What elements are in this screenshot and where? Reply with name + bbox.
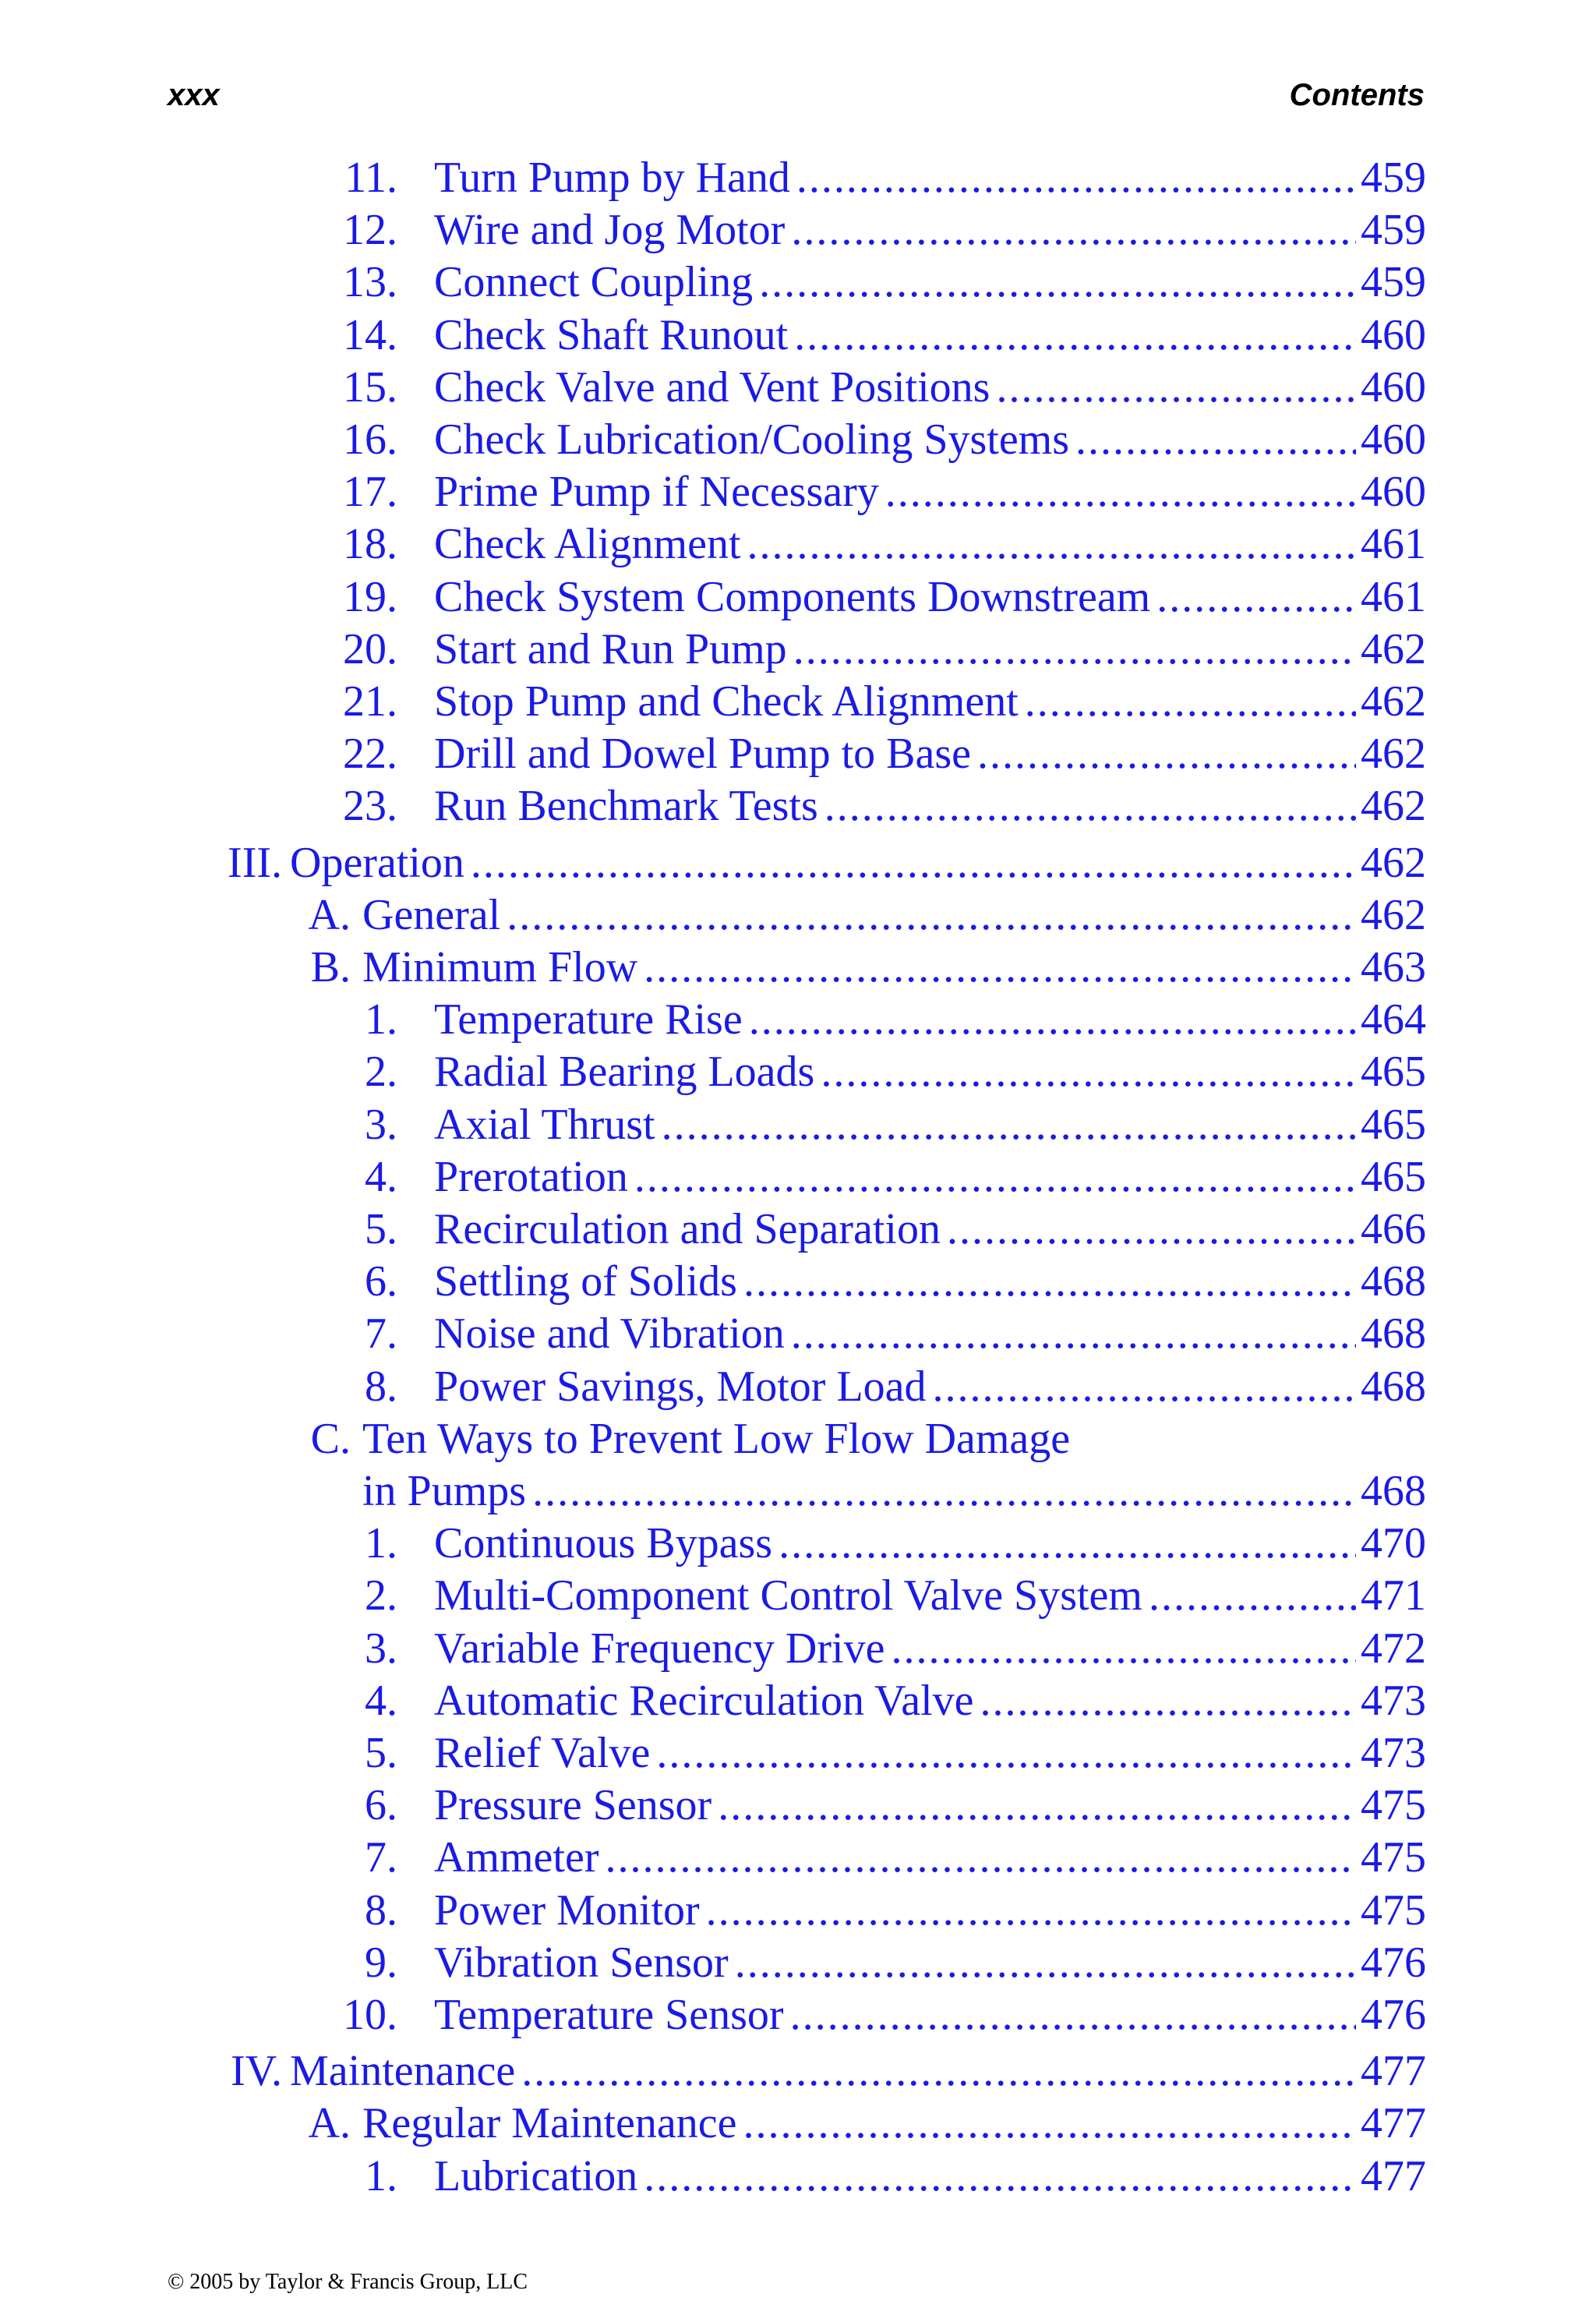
toc-entry-number: 21.: [343, 677, 397, 726]
toc-entry-number: 4.: [365, 1676, 397, 1725]
dot-leader: [735, 1937, 1356, 1988]
dot-leader: [793, 624, 1356, 675]
toc-entry[interactable]: [0, 1151, 1596, 1203]
dot-leader: [718, 1779, 1356, 1831]
dot-leader: [471, 837, 1356, 889]
toc-entry-page-number: 462: [1356, 837, 1426, 889]
toc-entry-page-number: 462: [1356, 889, 1426, 941]
toc-entry-number: 6.: [365, 1257, 397, 1306]
toc-entry-title: Automatic Recirculation Valve: [434, 1675, 980, 1726]
toc-entry[interactable]: [0, 1413, 1596, 1518]
toc-entry-page-number: 468: [1356, 1465, 1426, 1517]
toc-entry-page-number: 462: [1356, 780, 1426, 832]
toc-entry-number: 16.: [343, 415, 397, 464]
toc-entry-title: Vibration Sensor: [434, 1937, 735, 1988]
toc-entry-page-number: 466: [1356, 1203, 1426, 1255]
toc-entry-page-number: 462: [1356, 624, 1426, 675]
toc-entry-title: Prerotation: [434, 1151, 634, 1203]
toc-entry[interactable]: [0, 1937, 1596, 1989]
dot-leader: [1149, 1570, 1356, 1621]
toc-entry-number: 15.: [343, 362, 397, 412]
toc-entry-page-number: 468: [1356, 1308, 1426, 1359]
toc-entry-title: Check Lubrication/Cooling Systems: [434, 414, 1075, 465]
toc-entry[interactable]: [0, 2151, 1596, 2203]
toc-entry[interactable]: [0, 994, 1596, 1046]
toc-entry[interactable]: [0, 362, 1596, 414]
toc-entry-number: 7.: [365, 1309, 397, 1359]
toc-entry[interactable]: [0, 889, 1596, 942]
toc-entry-page-number: 460: [1356, 466, 1426, 518]
dot-leader: [743, 2098, 1356, 2149]
toc-entry[interactable]: [0, 837, 1596, 889]
toc-entry[interactable]: [0, 1308, 1596, 1360]
toc-entry-page-number: 465: [1356, 1099, 1426, 1150]
dot-leader: [980, 1675, 1356, 1726]
toc-entry-page-number: 476: [1356, 1989, 1426, 2041]
toc-entry-number: 6.: [365, 1781, 397, 1830]
toc-entry-number: 10.: [343, 1991, 397, 2039]
toc-entry-title: Power Monitor: [434, 1885, 706, 1936]
toc-entry-title: Maintenance: [290, 2045, 521, 2097]
dot-leader: [977, 728, 1356, 779]
toc-entry[interactable]: [0, 1518, 1596, 1570]
toc-entry-title: Axial Thrust: [434, 1099, 662, 1150]
toc-entry[interactable]: [0, 1885, 1596, 1937]
toc-entry[interactable]: [0, 204, 1596, 256]
toc-entry-number: 5.: [365, 1729, 397, 1777]
toc-entry-page-number: 465: [1356, 1046, 1426, 1097]
toc-entry-number: 14.: [343, 310, 397, 359]
toc-entry-number: 18.: [343, 520, 397, 569]
toc-entry[interactable]: [0, 518, 1596, 571]
toc-entry-title: General: [362, 889, 507, 941]
dot-leader: [796, 152, 1356, 203]
toc-entry-page-number: 460: [1356, 309, 1426, 361]
toc-entry-page-number: 468: [1356, 1256, 1426, 1307]
dot-leader: [891, 1623, 1356, 1674]
toc-entry[interactable]: [0, 676, 1596, 728]
toc-entry-page-number: 465: [1356, 1151, 1426, 1203]
toc-entry-title: Prime Pump if Necessary: [434, 466, 885, 518]
toc-entry-page-number: 473: [1356, 1675, 1426, 1726]
toc-entry-number: 1.: [365, 995, 397, 1044]
toc-entry[interactable]: [0, 1570, 1596, 1622]
toc-entry-page-number: 460: [1356, 414, 1426, 465]
toc-entry-title: Check System Components Downstream: [434, 571, 1156, 623]
dot-leader: [662, 1099, 1356, 1150]
toc-entry-title: Check Alignment: [434, 518, 747, 570]
dot-leader: [791, 204, 1356, 256]
toc-entry[interactable]: [0, 152, 1596, 204]
toc-entry-number: 13.: [343, 258, 397, 307]
dot-leader: [1075, 414, 1356, 465]
toc-entry-page-number: 477: [1356, 2098, 1426, 2149]
toc-entry[interactable]: [0, 571, 1596, 624]
toc-entry[interactable]: [0, 1203, 1596, 1256]
toc-entry-number: 2.: [365, 1571, 397, 1620]
toc-entry-title: Continuous Bypass: [434, 1518, 779, 1569]
toc-entry-title: Pressure Sensor: [434, 1779, 718, 1831]
dot-leader: [644, 942, 1356, 993]
dot-leader: [947, 1203, 1356, 1255]
toc-entry-title: Relief Valve: [434, 1727, 656, 1779]
toc-entry-title: Noise and Vibration: [434, 1308, 791, 1359]
dot-leader: [521, 2045, 1356, 2097]
toc-entry-title: Temperature Rise: [434, 994, 749, 1045]
toc-entry-page-number: 473: [1356, 1727, 1426, 1779]
dot-leader: [532, 1465, 1356, 1517]
toc-entry-title: Radial Bearing Loads: [434, 1046, 821, 1097]
toc-entry[interactable]: [0, 1623, 1596, 1675]
toc-entry-page-number: 462: [1356, 728, 1426, 779]
copyright-footer: © 2005 by Taylor & Francis Group, LLC: [168, 2270, 528, 2294]
dot-leader: [644, 2151, 1356, 2202]
toc-entry[interactable]: [0, 942, 1596, 994]
toc-entry-title: Start and Run Pump: [434, 624, 793, 675]
toc-entry-page-number: 461: [1356, 518, 1426, 570]
toc-entry[interactable]: [0, 1779, 1596, 1832]
toc-entry-title: Lubrication: [434, 2151, 644, 2202]
toc-entry-title: Variable Frequency Drive: [434, 1623, 891, 1674]
toc-entry-title: Connect Coupling: [434, 256, 759, 308]
dot-leader: [759, 256, 1356, 308]
dot-leader: [706, 1885, 1356, 1936]
toc-entry-title: Ammeter: [434, 1832, 605, 1883]
toc-entry-page-number: 462: [1356, 676, 1426, 727]
dot-leader: [790, 1989, 1356, 2041]
toc-entry-title: Turn Pump by Hand: [434, 152, 796, 203]
toc-entry-number: 20.: [343, 624, 397, 673]
dot-leader: [747, 518, 1356, 570]
toc-entry-title: Temperature Sensor: [434, 1989, 790, 2041]
toc-entry-number: C.: [310, 1414, 351, 1463]
toc-entry[interactable]: [0, 256, 1596, 309]
toc-entry-number: 8.: [365, 1886, 397, 1935]
toc-entry-title: Power Savings, Motor Load: [434, 1361, 933, 1412]
toc-entry[interactable]: [0, 780, 1596, 832]
toc-entry-number: 11.: [344, 154, 397, 202]
toc-entry-title: Drill and Dowel Pump to Base: [434, 728, 977, 779]
toc-entry-page-number: 459: [1356, 152, 1426, 203]
toc-entry[interactable]: [0, 1727, 1596, 1779]
toc-entry-title: Operation: [290, 837, 471, 889]
toc-entry[interactable]: [0, 1046, 1596, 1098]
toc-entry-number: 3.: [365, 1624, 397, 1673]
toc-entry-number: A.: [308, 2099, 351, 2148]
dot-leader: [933, 1361, 1356, 1412]
toc-entry[interactable]: [0, 1361, 1596, 1413]
toc-entry-title: Run Benchmark Tests: [434, 780, 824, 832]
toc-entry-page-number: 463: [1356, 942, 1426, 993]
toc-entry-number: III.: [228, 838, 282, 887]
toc-entry[interactable]: [0, 1256, 1596, 1308]
dot-leader: [634, 1151, 1356, 1203]
toc-entry-number: 5.: [365, 1205, 397, 1253]
dot-leader: [794, 309, 1356, 361]
toc-entry-page-number: 476: [1356, 1937, 1426, 1988]
toc-entry-page-number: 475: [1356, 1832, 1426, 1883]
toc-entry[interactable]: [0, 728, 1596, 780]
toc-entry-page-number: 477: [1356, 2151, 1426, 2202]
toc-entry-number: 22.: [343, 730, 397, 779]
toc-entry-page-number: 459: [1356, 256, 1426, 308]
toc-entry-number: 1.: [365, 2151, 397, 2200]
toc-entry-title: Regular Maintenance: [362, 2098, 743, 2149]
toc-entry[interactable]: [0, 2098, 1596, 2150]
toc-entry-number: A.: [308, 890, 351, 939]
toc-entry-number: 7.: [365, 1833, 397, 1882]
toc-entry-page-number: 471: [1356, 1570, 1426, 1621]
toc-entry[interactable]: [0, 1675, 1596, 1727]
toc-entry-title: Minimum Flow: [362, 942, 644, 993]
toc-entry-number: 23.: [343, 782, 397, 831]
toc-entry-number: 19.: [343, 572, 397, 621]
toc-entry-number: 8.: [365, 1362, 397, 1411]
dot-leader: [656, 1727, 1356, 1779]
toc-entry[interactable]: [0, 1099, 1596, 1151]
toc-entry[interactable]: [0, 1832, 1596, 1884]
toc-entry-title: Check Valve and Vent Positions: [434, 362, 996, 413]
toc-entry-page-number: 470: [1356, 1518, 1426, 1569]
toc-entry-number: 4.: [365, 1152, 397, 1201]
toc-entry-page-number: 461: [1356, 571, 1426, 623]
toc-entry-page-number: 459: [1356, 204, 1426, 256]
toc-entry[interactable]: [0, 414, 1596, 466]
dot-leader: [743, 1256, 1356, 1307]
toc-entry-title: Ten Ways to Prevent Low Flow Damage: [362, 1413, 1076, 1465]
toc-entry-page-number: 464: [1356, 994, 1426, 1045]
dot-leader: [824, 780, 1356, 832]
toc-entry-page-number: 468: [1356, 1361, 1426, 1412]
toc-entry-number: 3.: [365, 1100, 397, 1149]
toc-entry-number: IV.: [231, 2047, 282, 2096]
toc-entry-title: Check Shaft Runout: [434, 309, 794, 361]
running-header-page-number: xxx: [168, 78, 220, 112]
toc-entry-title: Recirculation and Separation: [434, 1203, 947, 1255]
toc-entry-page-number: 472: [1356, 1623, 1426, 1674]
running-header-title: Contents: [1289, 78, 1425, 112]
toc-entry-number: 1.: [365, 1519, 397, 1568]
toc-entry-number: 12.: [343, 206, 397, 255]
dot-leader: [885, 466, 1356, 518]
toc-entry[interactable]: [0, 1989, 1596, 2041]
toc-entry[interactable]: [0, 466, 1596, 518]
toc-entry-title: Wire and Jog Motor: [434, 204, 791, 256]
toc-entry-page-number: 460: [1356, 362, 1426, 413]
toc-entry-number: 17.: [343, 468, 397, 517]
dot-leader: [996, 362, 1356, 413]
toc-entry-number: 2.: [365, 1048, 397, 1097]
toc-entry-title: Stop Pump and Check Alignment: [434, 676, 1025, 727]
toc-entry-number: B.: [310, 943, 351, 991]
toc-entry-title: Settling of Solids: [434, 1256, 743, 1307]
toc-entry[interactable]: [0, 2045, 1596, 2098]
dot-leader: [749, 994, 1356, 1045]
toc-entry-title: Multi-Component Control Valve System: [434, 1570, 1149, 1621]
dot-leader: [1156, 571, 1356, 623]
toc-entry-page-number: 477: [1356, 2045, 1426, 2097]
toc-entry-number: 9.: [365, 1938, 397, 1987]
dot-leader: [791, 1308, 1356, 1359]
dot-leader: [779, 1518, 1356, 1569]
toc-entry[interactable]: [0, 624, 1596, 676]
toc-entry-page-number: 475: [1356, 1885, 1426, 1936]
dot-leader: [507, 889, 1356, 941]
toc-entry[interactable]: [0, 309, 1596, 362]
toc-entry-page-number: 475: [1356, 1779, 1426, 1831]
dot-leader: [821, 1046, 1356, 1097]
dot-leader: [605, 1832, 1356, 1883]
dot-leader: [1025, 676, 1356, 727]
toc-entry-title: in Pumps: [362, 1465, 532, 1517]
